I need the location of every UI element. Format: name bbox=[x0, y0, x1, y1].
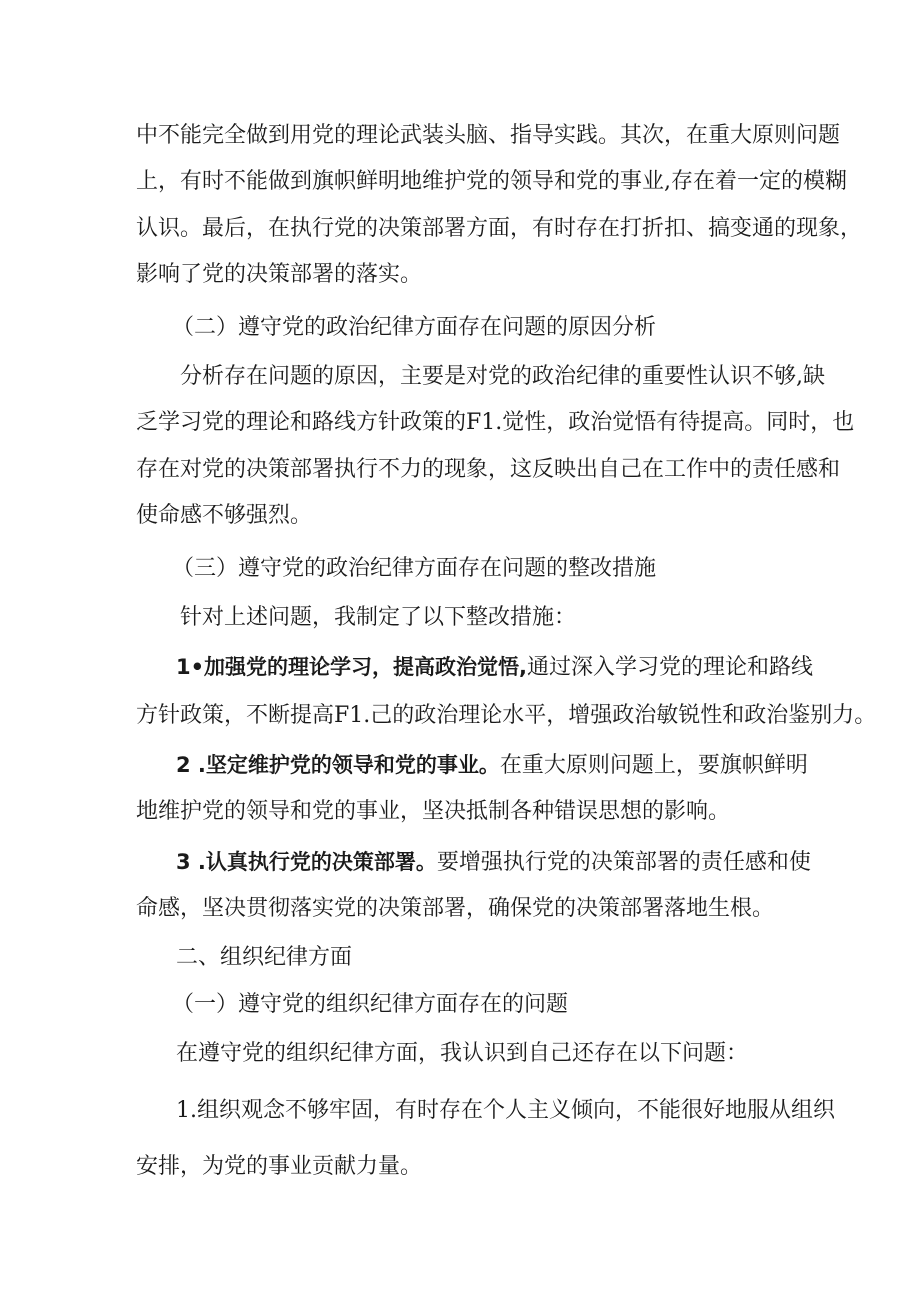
section-heading-cause: （二）遵守党的政治纪律方面存在问题的原因分析 bbox=[172, 315, 657, 340]
measure-lead: 2 .坚定维护党的领导和党的事业。 bbox=[176, 753, 500, 777]
measure-lead: 3 .认真执行党的决策部署。 bbox=[176, 850, 437, 874]
section-heading-measures: （三）遵守党的政治纪律方面存在问题的整改措施 bbox=[172, 556, 657, 581]
measure-text: 通过深入学习党的理论和路线 bbox=[527, 655, 814, 680]
paragraph-line: 命感，坚决贯彻落实党的决策部署，确保党的决策部署落地生根。 bbox=[136, 896, 775, 921]
paragraph-line: 认识。最后，在执行党的决策部署方面，有时存在打折扣、搞变通的现象， bbox=[136, 216, 863, 241]
paragraph-line: 乏学习党的理论和路线方针政策的F1.觉性，政治觉悟有待提高。同时，也 bbox=[136, 410, 855, 435]
measure-item-3 bbox=[176, 847, 811, 877]
paragraph-line: 针对上述问题，我制定了以下整改措施： bbox=[180, 605, 577, 630]
paragraph-line: 1.组织观念不够牢固，有时存在个人主义倾向，不能很好地服从组织 bbox=[176, 1098, 835, 1123]
paragraph-line: 在遵守党的组织纪律方面，我认识到自己还存在以下问题： bbox=[176, 1041, 749, 1066]
paragraph-line: 安排，为党的事业贡献力量。 bbox=[136, 1154, 423, 1179]
paragraph-line: 上，有时不能做到旗帜鲜明地维护党的领导和党的事业,存在着一定的模糊 bbox=[136, 169, 847, 194]
paragraph-line: 影响了党的决策部署的落实。 bbox=[136, 262, 423, 287]
paragraph-line: 方针政策，不断提高F1.己的政治理论水平，增强政治敏锐性和政治鉴别力。 bbox=[136, 703, 877, 728]
section-heading-org-problems: （一）遵守党的组织纪律方面存在的问题 bbox=[172, 992, 569, 1017]
measure-text: 在重大原则问题上，要旗帜鲜明 bbox=[499, 753, 808, 778]
paragraph-line: 分析存在问题的原因，主要是对党的政治纪律的重要性认识不够,缺 bbox=[180, 364, 825, 389]
paragraph-line: 存在对党的决策部署执行不力的现象，这反映出自己在工作中的责任感和 bbox=[136, 457, 841, 482]
measure-item-2 bbox=[176, 750, 808, 780]
measure-text: 要增强执行党的决策部署的责任感和使 bbox=[436, 850, 811, 875]
measure-item-1 bbox=[176, 652, 813, 682]
section-heading-organization: 二、组织纪律方面 bbox=[176, 945, 353, 970]
paragraph-line: 使命感不够强烈。 bbox=[136, 503, 313, 528]
paragraph-line: 地维护党的领导和党的事业，坚决抵制各种错误思想的影响。 bbox=[136, 799, 731, 824]
paragraph-line: 中不能完全做到用党的理论武装头脑、指导实践。其次，在重大原则问题 bbox=[136, 123, 841, 148]
measure-lead: 1•加强党的理论学习，提高政治觉悟, bbox=[176, 655, 528, 679]
